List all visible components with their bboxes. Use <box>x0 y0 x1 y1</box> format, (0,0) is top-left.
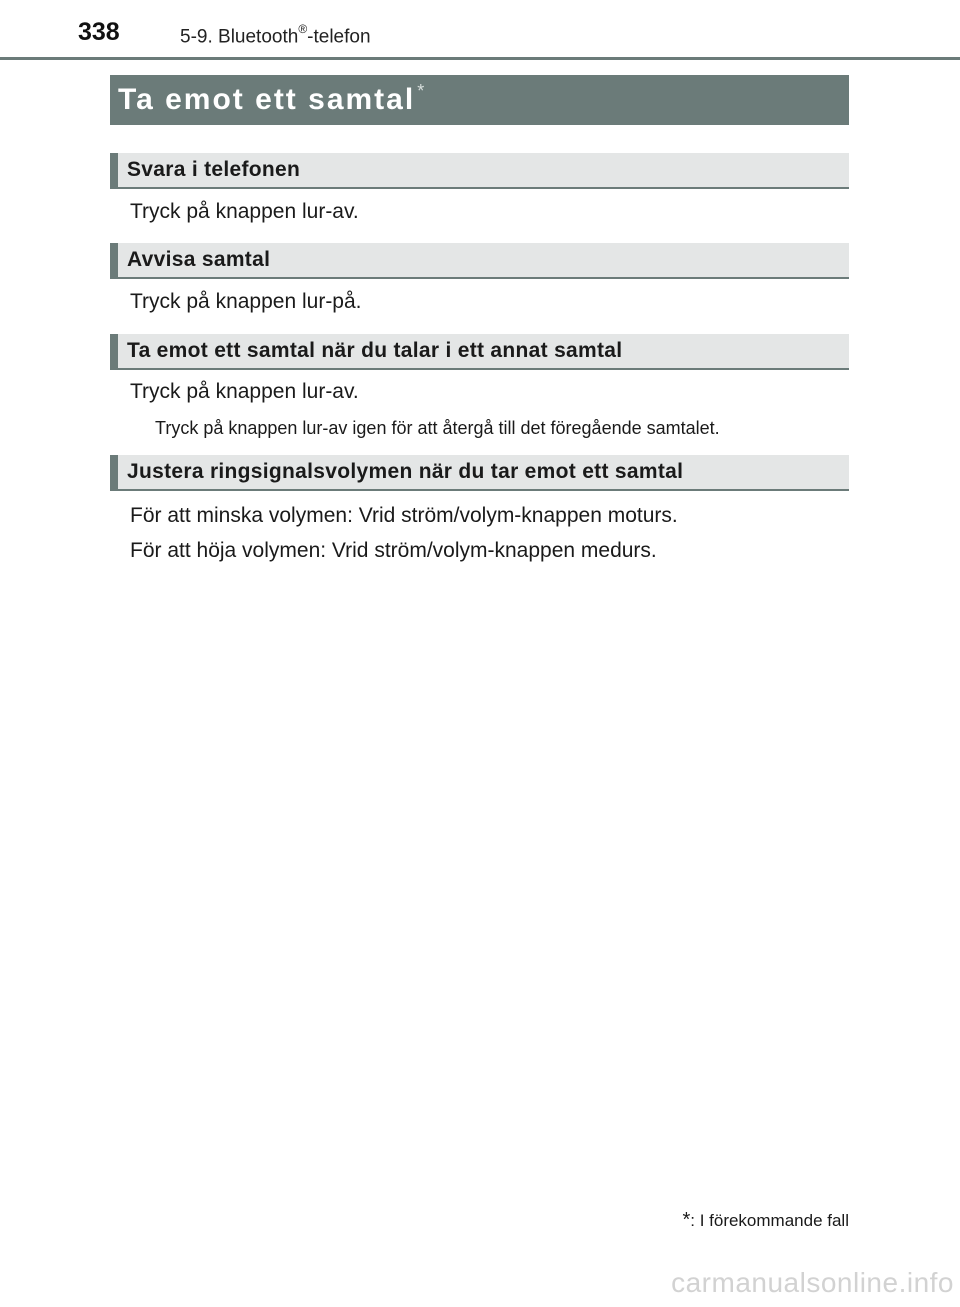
page-number: 338 <box>78 18 120 46</box>
body-text-volume-down: För att minska volymen: Vrid ström/volym-knappen moturs. <box>130 504 678 527</box>
page-title: Ta emot ett samtal <box>118 83 416 116</box>
section-heading-ring-volume <box>110 455 849 491</box>
section-heading-call-waiting <box>110 334 849 370</box>
note-text-call-waiting: Tryck på knappen lur-av igen för att återgå till det föregående samtalet. <box>155 418 720 438</box>
section-heading-answer <box>110 153 849 189</box>
title-bar <box>110 75 849 125</box>
footnote-text: : I förekommande fall <box>690 1211 849 1230</box>
chapter-suffix: -telefon <box>307 26 371 48</box>
section-heading-reject <box>110 243 849 279</box>
title-asterisk: * <box>417 81 425 101</box>
watermark: carmanualsonline.info <box>671 1267 954 1298</box>
section-heading-text: Svara i telefonen <box>127 158 301 181</box>
body-text-volume-up: För att höja volymen: Vrid ström/volym-knappen medurs. <box>130 539 657 562</box>
header-rule <box>0 57 960 60</box>
section-heading-text: Justera ringsignalsvolymen när du tar emot ett samtal <box>127 460 684 483</box>
chapter-title <box>180 24 371 48</box>
body-text-answer: Tryck på knappen lur-av. <box>130 200 359 223</box>
chapter-prefix: 5-9. Bluetooth <box>180 26 299 48</box>
registered-mark: ® <box>298 22 308 36</box>
body-text-call-waiting: Tryck på knappen lur-av. <box>130 380 359 403</box>
section-heading-text: Ta emot ett samtal när du talar i ett annat samtal <box>127 339 623 362</box>
body-text-reject: Tryck på knappen lur-på. <box>130 290 362 313</box>
footnote <box>682 1209 849 1232</box>
footnote-asterisk: * <box>682 1209 691 1231</box>
section-heading-text: Avvisa samtal <box>127 248 271 271</box>
